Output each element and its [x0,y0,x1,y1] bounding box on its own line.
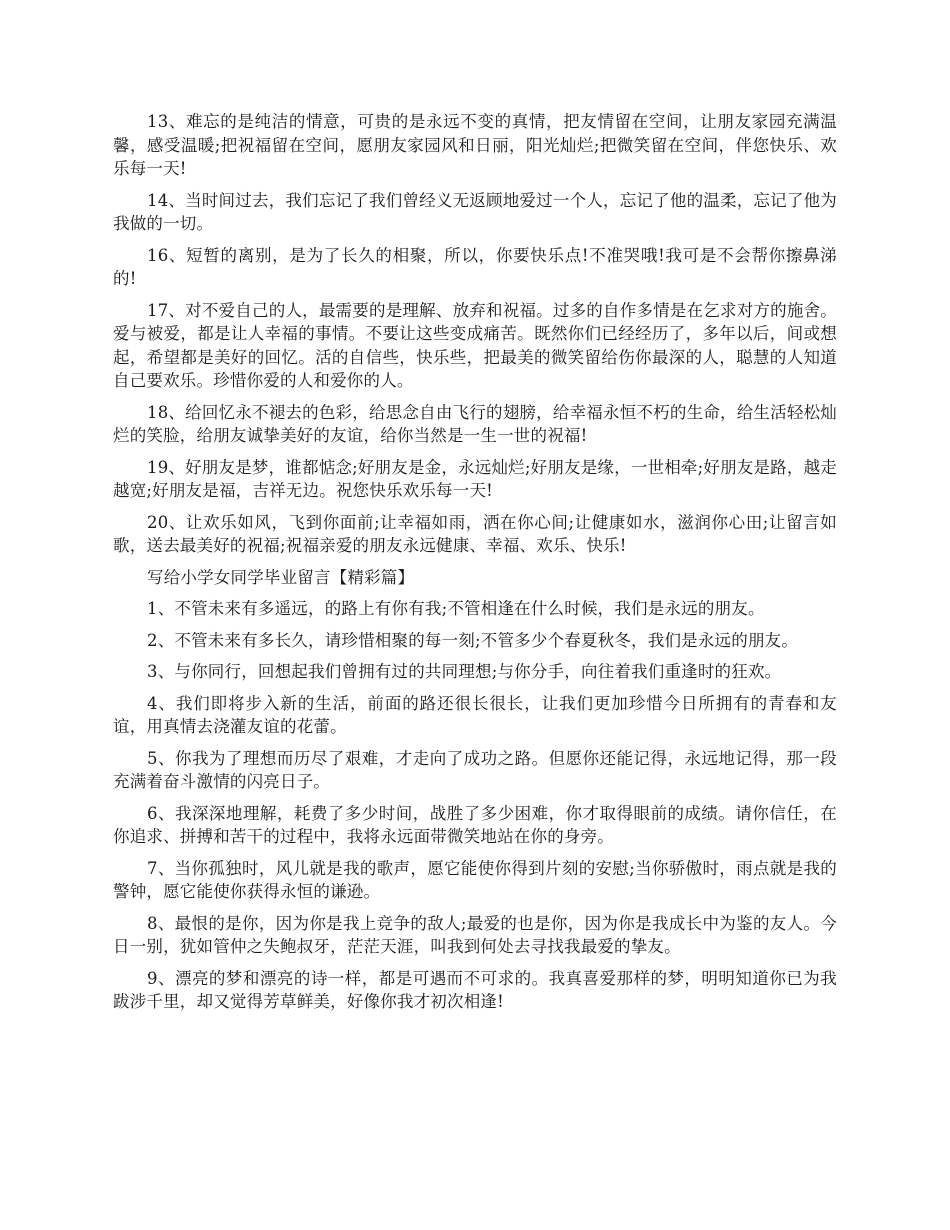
paragraph-8: 8、最恨的是你，因为你是我上竞争的敌人;最爱的也是你，因为你是我成长中为鉴的友人。今日一别，犹如管仲之失鲍叔牙，茫茫天涯，叫我到何处去寻找我最爱的挚友。 [113,913,837,956]
paragraph-6: 6、我深深地理解，耗费了多少时间，战胜了多少困难，你才取得眼前的成绩。请你信任，在你追求、拼搏和苦干的过程中，我将永远面带微笑地站在你的身旁。 [113,803,837,846]
paragraph-16: 16、短暂的离别，是为了长久的相聚，所以，你要快乐点!不准哭哦!我可是不会帮你擦鼻涕的! [113,245,837,288]
paragraph-17: 17、对不爱自己的人，最需要的是理解、放弃和祝福。过多的自作多情是在乞求对方的施舍。爱与被爱，都是让人幸福的事情。不要让这些变成痛苦。既然你们已经经历了，多年以后，间或想起，希望都是美好的回忆。活的自信些，快乐些，把最美的微笑留给伤你最深的人，聪慧的人知道自己要欢乐。珍惜你爱的人和爱你的人。 [113,300,837,390]
paragraph-5: 5、你我为了理想而历尽了艰难，才走向了成功之路。但愿你还能记得，永远地记得，那一段充满着奋斗激情的闪亮日子。 [113,748,837,791]
paragraph-3: 3、与你同行，回想起我们曾拥有过的共同理想;与你分手，向往着我们重逢时的狂欢。 [147,662,782,681]
paragraph-13: 13、难忘的是纯洁的情意，可贵的是永远不变的真情，把友情留在空间，让朋友家园充满温馨，感受温暖;把祝福留在空间，愿朋友家园风和日丽，阳光灿烂;把微笑留在空间，伴您快乐、欢乐每一天! [113,112,837,178]
paragraph-2: 2、不管未来有多长久，请珍惜相聚的每一刻;不管多少个春夏秋冬，我们是永远的朋友。 [147,630,799,650]
paragraph-19: 19、好朋友是梦，谁都惦念;好朋友是金，永远灿烂;好朋友是缘，一世相牵;好朋友是路，越走越宽;好朋友是福，吉祥无边。祝您快乐欢乐每一天! [113,457,837,500]
section-heading: 写给小学女同学毕业留言【精彩篇】 [147,567,415,587]
paragraph-4: 4、我们即将步入新的生活，前面的路还很长很长，让我们更加珍惜今日所拥有的青春和友谊，用真情去浇灌友谊的花蕾。 [113,693,837,736]
document-body [113,110,837,1022]
paragraph-18: 18、给回忆永不褪去的色彩，给思念自由飞行的翅膀，给幸福永恒不朽的生命，给生活轻松灿烂的笑脸，给朋友诚挚美好的友谊，给你当然是一生一世的祝福! [113,402,837,445]
paragraph-1: 1、不管未来有多遥远，的路上有你有我;不管相逢在什么时候，我们是永远的朋友。 [147,599,765,618]
paragraph-14: 14、当时间过去，我们忘记了我们曾经义无返顾地爱过一个人，忘记了他的温柔，忘记了他为我做的一切。 [113,190,837,233]
paragraph-7: 7、当你孤独时，风儿就是我的歌声，愿它能使你得到片刻的安慰;当你骄傲时，雨点就是我的警钟，愿它能使你获得永恒的谦逊。 [113,858,837,901]
paragraph-9: 9、漂亮的梦和漂亮的诗一样，都是可遇而不可求的。我真喜爱那样的梦，明明知道你已为我跋涉千里，却又觉得芳草鲜美，好像你我才初次相逢! [113,968,837,1011]
paragraph-20: 20、让欢乐如风，飞到你面前;让幸福如雨，洒在你心间;让健康如水，滋润你心田;让留言如歌，送去最美好的祝福;祝福亲爱的朋友永远健康、幸福、欢乐、快乐! [113,512,837,555]
